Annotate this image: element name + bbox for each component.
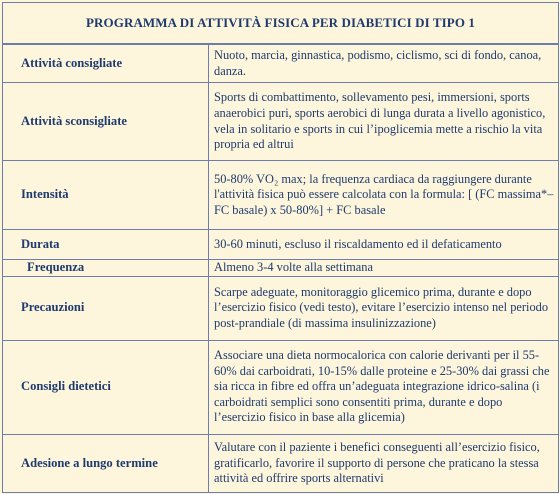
row-content: Scarpe adeguate, monitoraggio glicemico prima, durante e dopo l’esercizio fisico (vedi testo), evitare l’esercizio intenso nel periodo post-prandiale (di massima insulinizzazione)	[209, 276, 559, 340]
table-row	[3, 260, 558, 277]
activity-table	[3, 44, 558, 492]
table-row	[3, 276, 558, 340]
table-row	[3, 45, 558, 83]
row-content: Sports di combattimento, sollevamento pesi, immersioni, sports anaerobici puri, sports aerobici di lunga durata a livello agonistico, vela in solitario e sports in cui l’ipoglicemia mette a rischio la vita propria ed altrui	[209, 83, 559, 161]
table-row	[3, 434, 558, 492]
table-row	[3, 230, 558, 260]
row-content: Associare una dieta normocalorica con calorie derivanti per il 55-60% dai carboidrati, 10-15% dalle proteine e 25-30% dai grassi che sia ricca in fibre ed offra un’adeguata integrazione idrico-salina (i carboidrati semplici sono consentiti prima, durante e dopo l’esercizio fisico in base alla glicemia)	[209, 340, 559, 434]
row-content: Nuoto, marcia, ginnastica, podismo, ciclismo, sci di fondo, canoa, danza.	[209, 45, 559, 83]
row-label: Adesione a lungo termine	[3, 434, 209, 492]
row-label: Attività consigliate	[3, 45, 209, 83]
row-label: Durata	[3, 230, 209, 260]
row-label: Consigli dietetici	[3, 340, 209, 434]
row-content: Valutare con il paziente i benefici conseguenti all’esercizio fisico, gratificarlo, favorire il supporto di persone che praticano la stessa attività ed offrire sports alternativi	[209, 434, 559, 492]
table-row	[3, 340, 558, 434]
row-label: Intensità	[3, 161, 209, 230]
document-table	[2, 2, 559, 493]
table-row	[3, 83, 558, 161]
row-content: 30-60 minuti, escluso il riscaldamento ed il defaticamento	[209, 230, 559, 260]
table-row	[3, 161, 558, 230]
table-title: PROGRAMMA DI ATTIVITÀ FISICA PER DIABETICI DI TIPO 1	[3, 3, 558, 44]
row-label: Attività sconsigliate	[3, 83, 209, 161]
row-label: Precauzioni	[3, 276, 209, 340]
row-content: Almeno 3-4 volte alla settimana	[209, 260, 559, 277]
row-label: Frequenza	[3, 260, 209, 277]
row-content: 50-80% VO₂ max; la frequenza cardiaca da raggiungere durante l'attività fisica può essere calcolata con la formula: [ (FC massima*– FC basale) x 50-80%] + FC basale	[209, 161, 559, 230]
